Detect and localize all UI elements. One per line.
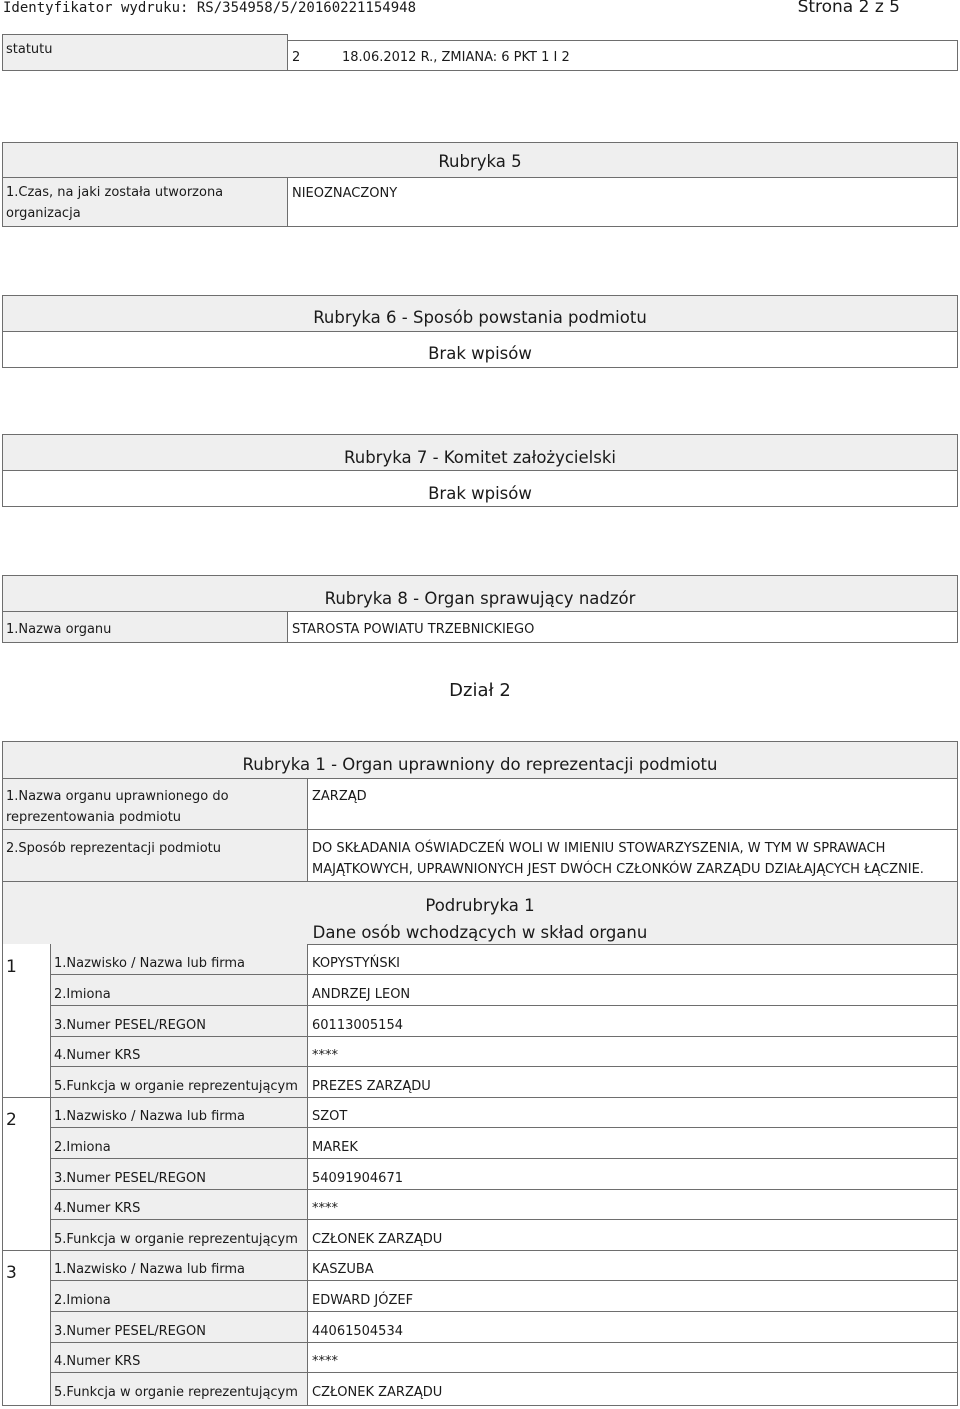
rubryka8-title: Rubryka 8 - Organ sprawujący nadzór <box>324 589 636 608</box>
function-label: 5.Funkcja w organie reprezentującym <box>54 1079 298 1094</box>
person-number: 2 <box>6 1110 17 1130</box>
d2-method-label-cell <box>2 829 308 882</box>
podrubryka-subtitle: Dane osób wchodzących w skład organu <box>312 923 648 942</box>
d2-rubryka1-header <box>2 741 958 779</box>
pesel-value: 60113005154 <box>312 1018 403 1033</box>
surname-label: 1.Nazwisko / Nazwa lub firma <box>54 1262 246 1277</box>
rubryka6-title: Rubryka 6 - Sposób powstania podmiotu <box>313 308 647 327</box>
names-value: ANDRZEJ LEON <box>312 987 411 1002</box>
rubryka5-value-cell <box>287 177 958 227</box>
rubryka5-title: Rubryka 5 <box>438 152 522 171</box>
rubryka7-title: Rubryka 7 - Komitet założycielski <box>344 448 616 467</box>
person-number: 3 <box>6 1263 17 1283</box>
rubryka6-empty: Brak wpisów <box>428 344 532 363</box>
statutu-label: statutu <box>6 42 53 57</box>
function-value: CZŁONEK ZARZĄDU <box>312 1385 443 1400</box>
krs-label: 4.Numer KRS <box>54 1048 141 1063</box>
print-identifier: Identyfikator wydruku: RS/354958/5/20160221154948 <box>3 0 417 16</box>
function-value: CZŁONEK ZARZĄDU <box>312 1232 443 1247</box>
krs-label: 4.Numer KRS <box>54 1354 141 1369</box>
surname-value: SZOT <box>312 1109 348 1124</box>
pesel-label: 3.Numer PESEL/REGON <box>54 1018 206 1033</box>
rubryka6-header <box>2 295 958 332</box>
rubryka5-value: NIEOZNACZONY <box>292 186 398 201</box>
krs-value: **** <box>312 1201 338 1216</box>
rubryka8-value: STAROSTA POWIATU TRZEBNICKIEGO <box>292 622 535 637</box>
d2-name-value-cell <box>307 778 958 830</box>
d2-rubryka1-title: Rubryka 1 - Organ uprawniony do reprezentacji podmiotu <box>242 755 718 774</box>
names-label: 2.Imiona <box>54 987 111 1002</box>
d2-method-value-cell <box>307 829 958 882</box>
person-number: 1 <box>6 957 17 977</box>
surname-label: 1.Nazwisko / Nazwa lub firma <box>54 956 246 971</box>
rubryka5-label-cell <box>2 177 288 227</box>
statutu-value-cell <box>287 40 958 71</box>
krs-value: **** <box>312 1354 338 1369</box>
person-block-2 <box>2 1097 50 1250</box>
krs-value: **** <box>312 1048 338 1063</box>
statutu-label-cell <box>2 34 288 71</box>
krs-label: 4.Numer KRS <box>54 1201 141 1216</box>
rubryka8-header <box>2 575 958 612</box>
podrubryka-title: Podrubryka 1 <box>425 896 535 915</box>
surname-value: KASZUBA <box>312 1262 374 1277</box>
rubryka7-header <box>2 434 958 471</box>
page-number: Strona 2 z 5 <box>797 0 900 17</box>
persons-table <box>2 944 958 1406</box>
surname-label: 1.Nazwisko / Nazwa lub firma <box>54 1109 246 1124</box>
person-block-3 <box>2 1250 50 1406</box>
rubryka8-label-cell <box>2 611 288 643</box>
rubryka8-label: 1.Nazwa organu <box>6 622 112 637</box>
rubryka7-empty: Brak wpisów <box>428 484 532 503</box>
statutu-number: 2 <box>292 50 301 65</box>
rubryka6-body <box>2 331 958 368</box>
rubryka7-body <box>2 470 958 507</box>
names-label: 2.Imiona <box>54 1293 111 1308</box>
function-label: 5.Funkcja w organie reprezentującym <box>54 1385 298 1400</box>
d2-name-label-cell <box>2 778 308 830</box>
names-value: EDWARD JÓZEF <box>312 1293 414 1308</box>
names-value: MAREK <box>312 1140 358 1155</box>
statutu-value: 18.06.2012 R., ZMIANA: 6 PKT 1 I 2 <box>342 50 570 65</box>
podrubryka-header <box>2 881 958 945</box>
d2-name-label: 1.Nazwa organu uprawnionego do reprezentowania podmiotu <box>6 789 229 825</box>
dzial-title: Dział 2 <box>449 680 511 701</box>
pesel-value: 44061504534 <box>312 1324 403 1339</box>
pesel-label: 3.Numer PESEL/REGON <box>54 1324 206 1339</box>
d2-name-value: ZARZĄD <box>312 789 367 804</box>
surname-value: KOPYSTYŃSKI <box>312 956 401 971</box>
person-block-1 <box>2 944 50 1097</box>
function-value: PREZES ZARZĄDU <box>312 1079 431 1094</box>
rubryka5-header <box>2 142 958 178</box>
rubryka5-label: 1.Czas, na jaki została utworzona organizacja <box>6 185 224 221</box>
rubryka8-value-cell <box>287 611 958 643</box>
pesel-value: 54091904671 <box>312 1171 403 1186</box>
d2-method-value: DO SKŁADANIA OŚWIADCZEŃ WOLI W IMIENIU STOWARZYSZENIA, W TYM W SPRAWACH MAJĄTKOWYCH, UPRAWNIONYCH JEST DWÓCH CZŁONKÓW ZARZĄDU DZIAŁAJĄCYCH ŁĄCZNIE. <box>312 841 924 877</box>
function-label: 5.Funkcja w organie reprezentującym <box>54 1232 298 1247</box>
names-label: 2.Imiona <box>54 1140 111 1155</box>
pesel-label: 3.Numer PESEL/REGON <box>54 1171 206 1186</box>
d2-method-label: 2.Sposób reprezentacji podmiotu <box>6 841 221 856</box>
